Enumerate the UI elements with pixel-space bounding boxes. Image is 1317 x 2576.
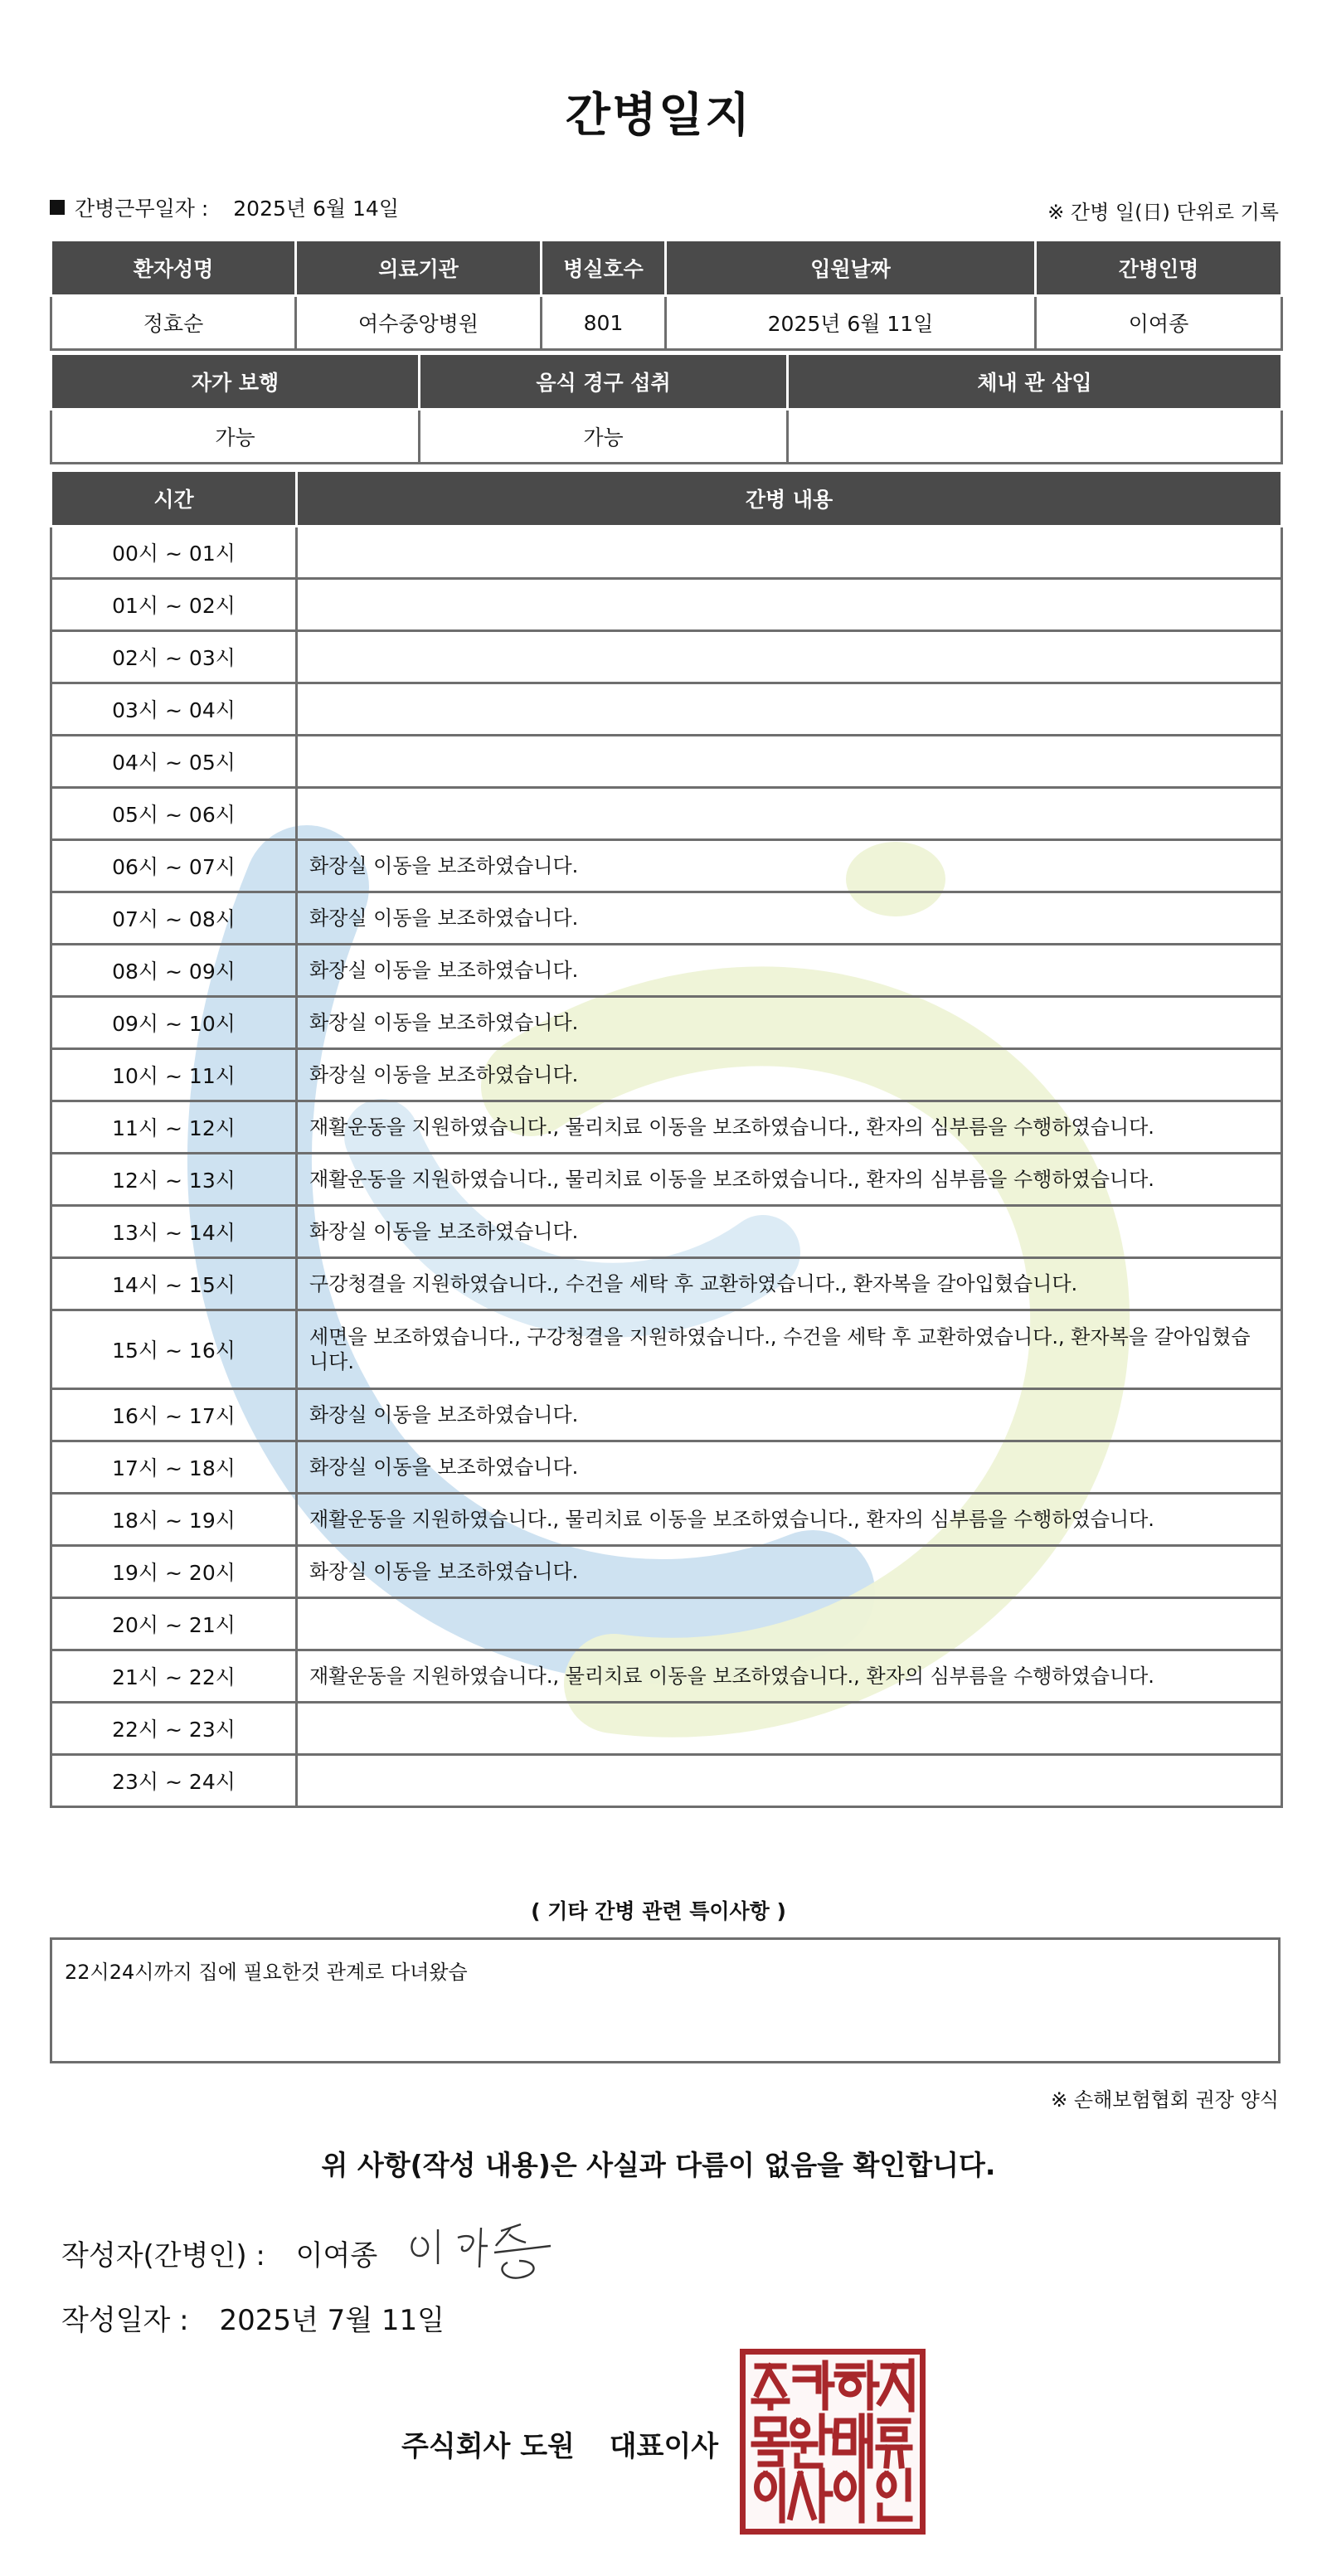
recommend-note: ※ 손해보험협회 권장 양식 (1051, 2088, 1279, 2112)
self-walking-value: 가능 (51, 410, 420, 464)
work-date-value: 2025년 6월 14일 (233, 197, 399, 221)
care-content (297, 1598, 1282, 1650)
schedule-row (51, 1049, 1282, 1101)
time-slot: 03시 ~ 04시 (51, 683, 297, 736)
work-date-label: 간병근무일자 : (75, 197, 209, 221)
care-content (297, 683, 1282, 736)
header-caregiver-name: 간병인명 (1036, 241, 1282, 296)
care-content (297, 579, 1282, 631)
care-content (297, 788, 1282, 840)
schedule-row (51, 736, 1282, 788)
admission-date: 2025년 6월 11일 (666, 296, 1036, 350)
care-content: 화장실 이동을 보조하였습니다. (297, 997, 1282, 1049)
time-slot: 15시 ~ 16시 (51, 1310, 297, 1389)
hospital-name: 여수중앙병원 (296, 296, 542, 350)
schedule-row (51, 1258, 1282, 1310)
writer-row (61, 2233, 377, 2273)
schedule-row (51, 1154, 1282, 1206)
schedule-row (51, 631, 1282, 683)
schedule-row (51, 1101, 1282, 1154)
schedule-row (51, 1494, 1282, 1546)
header-patient-name: 환자성명 (51, 241, 296, 296)
care-content: 화장실 이동을 보조하였습니다. (297, 840, 1282, 892)
care-content: 화장실 이동을 보조하였습니다. (297, 945, 1282, 997)
writer-name: 이여종 (295, 2239, 378, 2272)
written-date-row (61, 2297, 445, 2338)
time-slot: 04시 ~ 05시 (51, 736, 297, 788)
work-date-row (50, 192, 399, 222)
care-content (297, 1703, 1282, 1755)
handwritten-signature (405, 2213, 562, 2287)
care-content: 화장실 이동을 보조하였습니다. (297, 1049, 1282, 1101)
time-slot: 23시 ~ 24시 (51, 1755, 297, 1807)
caregiver-name: 이여종 (1036, 296, 1282, 350)
header-self-walking: 자가 보행 (51, 354, 420, 410)
company-row (401, 2423, 718, 2464)
care-content: 화장실 이동을 보조하였습니다. (297, 1206, 1282, 1258)
written-date-label: 작성일자 : (61, 2304, 189, 2337)
time-slot: 17시 ~ 18시 (51, 1441, 297, 1494)
notes-title: ( 기타 간병 관련 특이사항 ) (531, 1899, 786, 1923)
page-title: 간병일지 (565, 89, 752, 143)
header-hospital: 의료기관 (296, 241, 542, 296)
schedule-row (51, 997, 1282, 1049)
time-slot: 13시 ~ 14시 (51, 1206, 297, 1258)
time-slot: 22시 ~ 23시 (51, 1703, 297, 1755)
schedule-row (51, 1650, 1282, 1703)
schedule-body (51, 527, 1282, 1807)
time-slot: 09시 ~ 10시 (51, 997, 297, 1049)
room-number: 801 (542, 296, 666, 350)
time-slot: 02시 ~ 03시 (51, 631, 297, 683)
header-tube-insertion: 체내 관 삽입 (788, 354, 1282, 410)
notes-text: 22시24시까지 집에 필요한것 관계로 다녀왔습 (65, 1961, 468, 1984)
schedule-row (51, 1703, 1282, 1755)
schedule-row (51, 1206, 1282, 1258)
schedule-row (51, 1310, 1282, 1389)
time-slot: 19시 ~ 20시 (51, 1546, 297, 1598)
care-content: 화장실 이동을 보조하였습니다. (297, 1546, 1282, 1598)
schedule-row (51, 1755, 1282, 1807)
time-slot: 18시 ~ 19시 (51, 1494, 297, 1546)
header-care-content: 간병 내용 (297, 471, 1282, 527)
care-schedule-table (50, 469, 1283, 1808)
schedule-row (51, 788, 1282, 840)
time-slot: 06시 ~ 07시 (51, 840, 297, 892)
schedule-row (51, 1546, 1282, 1598)
schedule-row (51, 1389, 1282, 1441)
company-seal (740, 2349, 926, 2535)
care-content: 재활운동을 지원하였습니다., 물리치료 이동을 보조하였습니다., 환자의 심부름을 수행하였습니다. (297, 1154, 1282, 1206)
bullet-square-icon (50, 200, 65, 215)
schedule-row (51, 1598, 1282, 1650)
care-content: 재활운동을 지원하였습니다., 물리치료 이동을 보조하였습니다., 환자의 심부름을 수행하였습니다. (297, 1494, 1282, 1546)
care-content: 구강청결을 지원하였습니다., 수건을 세탁 후 교환하였습니다., 환자복을 갈아입혔습니다. (297, 1258, 1282, 1310)
care-content: 세면을 보조하였습니다., 구강청결을 지원하였습니다., 수건을 세탁 후 교환하였습니다., 환자복을 갈아입혔습니다. (297, 1310, 1282, 1389)
time-slot: 16시 ~ 17시 (51, 1389, 297, 1441)
time-slot: 14시 ~ 15시 (51, 1258, 297, 1310)
time-slot: 21시 ~ 22시 (51, 1650, 297, 1703)
time-slot: 01시 ~ 02시 (51, 579, 297, 631)
care-content: 화장실 이동을 보조하였습니다. (297, 1389, 1282, 1441)
care-content: 화장실 이동을 보조하였습니다. (297, 892, 1282, 945)
care-content: 화장실 이동을 보조하였습니다. (297, 1441, 1282, 1494)
unit-note: ※ 간병 일(日) 단위로 기록 (1047, 201, 1279, 224)
time-slot: 08시 ~ 09시 (51, 945, 297, 997)
schedule-row (51, 1441, 1282, 1494)
company-name: 주식회사 도원 (401, 2430, 575, 2463)
header-time: 시간 (51, 471, 297, 527)
time-slot: 00시 ~ 01시 (51, 527, 297, 579)
schedule-row (51, 683, 1282, 736)
patient-info-table (50, 239, 1283, 351)
time-slot: 10시 ~ 11시 (51, 1049, 297, 1101)
care-content (297, 631, 1282, 683)
confirm-statement: 위 사항(작성 내용)은 사실과 다름이 없음을 확인합니다. (321, 2149, 996, 2181)
time-slot: 11시 ~ 12시 (51, 1101, 297, 1154)
time-slot: 07시 ~ 08시 (51, 892, 297, 945)
header-oral-intake: 음식 경구 섭취 (420, 354, 788, 410)
care-content: 재활운동을 지원하였습니다., 물리치료 이동을 보조하였습니다., 환자의 심부름을 수행하였습니다. (297, 1101, 1282, 1154)
care-content (297, 736, 1282, 788)
schedule-row (51, 945, 1282, 997)
time-slot: 20시 ~ 21시 (51, 1598, 297, 1650)
tube-insertion-value (788, 410, 1282, 464)
schedule-row (51, 892, 1282, 945)
written-date-value: 2025년 7월 11일 (219, 2304, 445, 2337)
schedule-row (51, 527, 1282, 579)
company-rep: 대표이사 (609, 2430, 719, 2463)
care-content (297, 1755, 1282, 1807)
header-admission-date: 입원날짜 (666, 241, 1036, 296)
schedule-row (51, 840, 1282, 892)
seal-stamp-icon (746, 2355, 920, 2529)
time-slot: 05시 ~ 06시 (51, 788, 297, 840)
care-content (297, 527, 1282, 579)
schedule-row (51, 579, 1282, 631)
time-slot: 12시 ~ 13시 (51, 1154, 297, 1206)
care-content: 재활운동을 지원하였습니다., 물리치료 이동을 보조하였습니다., 환자의 심부름을 수행하였습니다. (297, 1650, 1282, 1703)
patient-name: 정효순 (51, 296, 296, 350)
writer-label: 작성자(간병인) : (61, 2239, 265, 2272)
header-room: 병실호수 (542, 241, 666, 296)
oral-intake-value: 가능 (420, 410, 788, 464)
patient-status-table (50, 352, 1283, 464)
